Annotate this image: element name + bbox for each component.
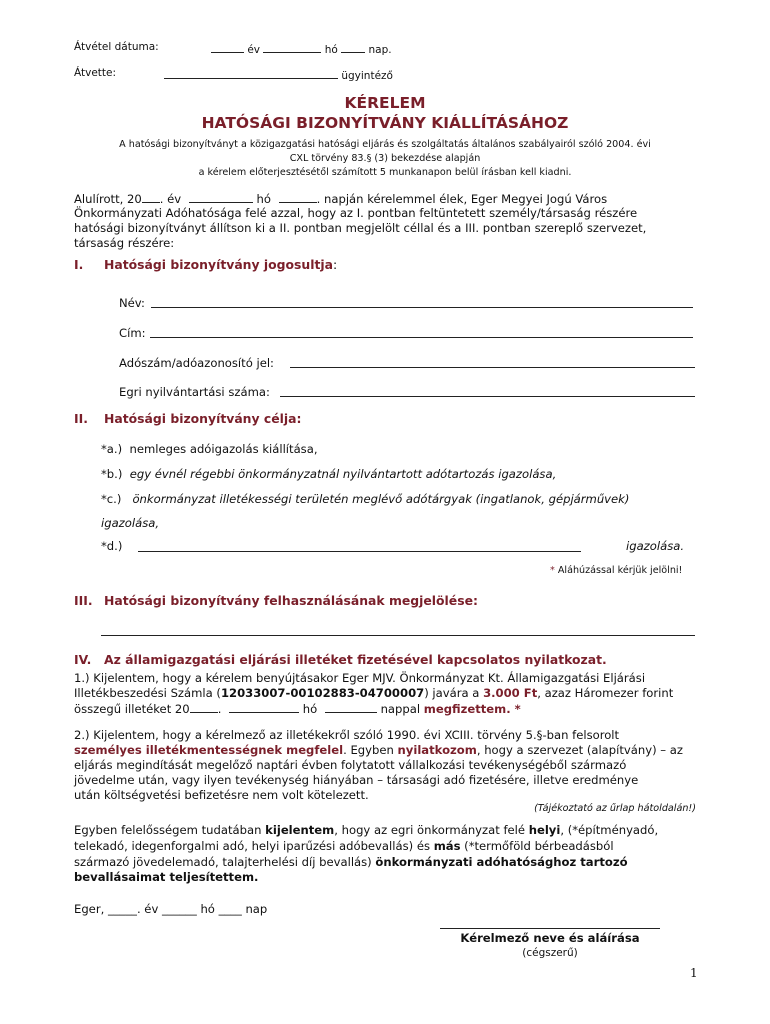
section2-number: II. bbox=[74, 411, 88, 426]
option-b[interactable]: *b.) egy évnél régebbi önkormányzatnál nyilvántartott adótartozás igazolása, bbox=[101, 467, 557, 481]
company-note: (cégszerű) bbox=[522, 947, 578, 959]
request-line1: Alulírott, 20 . év hó . napján kérelemmel élek, Eger Megyei Jogú Város bbox=[74, 192, 608, 206]
p3-line1: Egyben felelősségem tudatában kijelentem, hogy az egri önkormányzat felé helyi, (*építményadó, bbox=[74, 823, 659, 837]
section3-heading bbox=[74, 593, 478, 608]
month-label: hó bbox=[324, 44, 338, 56]
tax-id-label: Adószám/adóazonosító jel: bbox=[119, 356, 274, 370]
received-by-label: Átvette: bbox=[74, 67, 117, 79]
section2-heading bbox=[74, 411, 301, 426]
option-c[interactable]: *c.) önkormányzat illetékességi területén meglévő adótárgyak (ingatlanok, gépjárművek) bbox=[101, 492, 630, 506]
account-number: 12033007-00102883-04700007 bbox=[220, 686, 425, 700]
request-line2: Önkormányzati Adóhatósága felé azzal, hogy az I. pontban feltüntetett személy/társaság részére bbox=[74, 206, 638, 220]
page-number: 1 bbox=[690, 966, 698, 980]
clerk-label: ügyintéző bbox=[341, 70, 393, 82]
option-c-cont: igazolása, bbox=[101, 516, 160, 530]
name-field[interactable] bbox=[151, 307, 693, 308]
intro-line2: CXL törvény 83.§ (3) bekezdése alapján bbox=[289, 153, 481, 164]
registry-label: Egri nyilvántartási száma: bbox=[119, 385, 270, 399]
p3-line4: bevallásaimat teljesítettem. bbox=[74, 870, 259, 884]
request-line3: hatósági bizonyítványt állítson ki a II. pontban megjelölt céllal és a III. pontban szereplő szervezet, bbox=[74, 221, 647, 235]
p2-line1: 2.) Kijelentem, hogy a kérelmező az illetékekről szóló 1990. évi XCIII. törvény 5.§-ban felsorolt bbox=[74, 728, 620, 742]
name-label: Név: bbox=[119, 296, 145, 310]
section4-number: IV. bbox=[74, 652, 92, 667]
p3-line3: származó jövedelemadó, talajterhelési díj bevallás) önkormányzati adóhatósághoz tartozó bbox=[74, 855, 628, 869]
tax-id-field[interactable] bbox=[290, 367, 695, 368]
underline-note: * Aláhúzással kérjük jelölni! bbox=[550, 565, 683, 576]
section4-title: Az államigazgatási eljárási illetéket fizetésével kapcsolatos nyilatkozat. bbox=[104, 652, 607, 667]
signature-line[interactable] bbox=[440, 928, 660, 929]
section2-title: Hatósági bizonyítvány célja: bbox=[104, 411, 302, 426]
option-a[interactable]: *a.) nemleges adóigazolás kiállítása, bbox=[101, 442, 318, 456]
signature-label: Kérelmező neve és aláírása bbox=[460, 931, 640, 945]
address-label: Cím: bbox=[119, 326, 146, 340]
address-field[interactable] bbox=[150, 337, 693, 338]
registry-field[interactable] bbox=[280, 396, 695, 397]
option-d-label[interactable]: *d.) bbox=[101, 539, 123, 553]
p2-line5: után költségvetési befizetésre nem volt kötelezett. bbox=[74, 788, 369, 802]
p2-note: (Tájékoztató az űrlap hátoldalán!) bbox=[534, 803, 696, 814]
received-date-label: Átvétel dátuma: bbox=[74, 41, 159, 53]
p2-line3: eljárás megindítását megelőző naptári évben folytatott vállalkozási tevékenységéből származó bbox=[74, 758, 627, 772]
p3-line2: telekadó, idegenforgalmi adó, helyi iparűzési adóbevallás) és más (*termőföld bérbeadásból bbox=[74, 839, 614, 853]
paid-declaration: megfizettem. * bbox=[423, 702, 521, 716]
day-label: nap. bbox=[368, 44, 392, 56]
section3-number: III. bbox=[74, 593, 93, 608]
intro-line3: a kérelem előterjesztésétől számított 5 munkanapon belül írásban kell kiadni. bbox=[198, 167, 572, 178]
p1-line1: 1.) Kijelentem, hogy a kérelem benyújtásakor Eger MJV. Önkormányzat Kt. Államigazgatási Eljárási bbox=[74, 671, 646, 685]
section1-title: Hatósági bizonyítvány jogosultja bbox=[104, 257, 334, 272]
place-date[interactable]: Eger, _____. év ______ hó ____ nap bbox=[74, 902, 268, 916]
intro-line1: A hatósági bizonyítványt a közigazgatási hatósági eljárás és szolgáltatás általános szabályairól szóló 2004. évi bbox=[119, 139, 651, 150]
received-by-field[interactable] bbox=[164, 67, 393, 82]
p1-line3: összegű illetéket 20 . hó nappal megfizettem. * bbox=[74, 702, 521, 716]
usage-field[interactable] bbox=[101, 635, 695, 636]
section4-heading bbox=[74, 652, 607, 667]
p2-line4: jövedelme után, vagy ilyen tevékenység hiányában – társasági adó fizetésére, illetve eredménye bbox=[74, 773, 639, 787]
option-d-field[interactable] bbox=[138, 551, 581, 552]
p2-line2: személyes illetékmentességnek megfelel. Egyben nyilatkozom, hogy a szervezet (alapítvány) – az bbox=[74, 743, 683, 757]
request-line4: társaság részére: bbox=[74, 236, 175, 250]
fee-amount: 3.000 Ft bbox=[483, 686, 538, 700]
title-line2: HATÓSÁGI BIZONYÍTVÁNY KIÁLLÍTÁSÁHOZ bbox=[201, 114, 569, 132]
section3-title: Hatósági bizonyítvány felhasználásának megjelölése: bbox=[104, 593, 478, 608]
section1-heading: I. Hatósági bizonyítvány jogosultja: bbox=[74, 257, 338, 272]
title-line1: KÉRELEM bbox=[344, 94, 426, 112]
p1-line2: Illetékbeszedési Számla (12033007-00102883-04700007) javára a 3.000 Ft, azaz Háromezer forint bbox=[74, 686, 674, 700]
section1-number: I. bbox=[74, 257, 84, 272]
option-d-text: igazolása. bbox=[626, 539, 685, 553]
year-label: év bbox=[247, 44, 261, 56]
received-date-field[interactable] bbox=[211, 41, 392, 56]
